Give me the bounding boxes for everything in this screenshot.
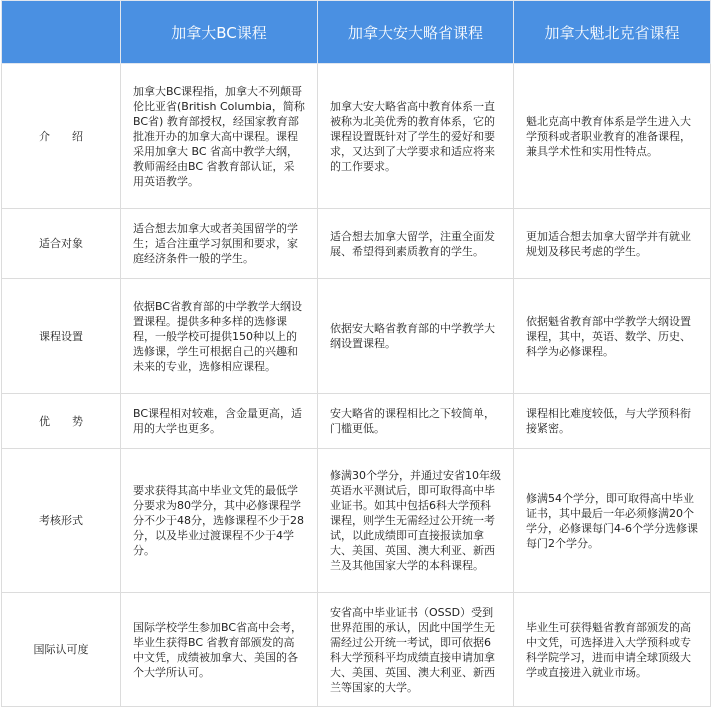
table-cell: 依据魁省教育部中学教学大纲设置课程，其中，英语、数学、历史、科学为必修课程。 <box>514 279 711 394</box>
header-row <box>2 1 711 64</box>
table-row <box>2 449 711 593</box>
table-cell: 修满30个学分，并通过安省10年级英语水平测试后，即可取得高中毕业证书。如其中包括6科大学预科课程，则学生无需经过公开统一考试，以此成绩即可直接报读加拿大、美国、英国、澳大利亚、新西兰及其他国家大学的本科课程。 <box>318 449 514 593</box>
table-cell: 课程相比难度较低，与大学预科衔接紧密。 <box>514 394 711 449</box>
table-cell: 修满54个学分，即可取得高中毕业证书，其中最后一年必须修满20个学分，必修课每门4-6个学分选修课每门2个学分。 <box>514 449 711 593</box>
table-row <box>2 593 711 707</box>
table-cell: 适合想去加拿大留学，注重全面发展、希望得到素质教育的学生。 <box>318 209 514 279</box>
table-row <box>2 64 711 209</box>
row-label: 适合对象 <box>2 209 121 279</box>
table-cell: 更加适合想去加拿大留学并有就业规划及移民考虑的学生。 <box>514 209 711 279</box>
table-row <box>2 394 711 449</box>
header-ontario: 加拿大安大略省课程 <box>318 1 514 64</box>
table-cell: 安大略省的课程相比之下较简单，门槛更低。 <box>318 394 514 449</box>
row-label: 国际认可度 <box>2 593 121 707</box>
row-label: 优 势 <box>2 394 121 449</box>
header-quebec: 加拿大魁北克省课程 <box>514 1 711 64</box>
table-cell: 依据BC省教育部的中学教学大纲设置课程。提供多种多样的选修课程，一般学校可提供150种以上的选修课，学生可根据自己的兴趣和未来的专业，选修相应课程。 <box>121 279 318 394</box>
table-row <box>2 209 711 279</box>
comparison-table <box>1 0 711 707</box>
table-cell: 魁北克高中教育体系是学生进入大学预科或者职业教育的准备课程，兼具学术性和实用性特点。 <box>514 64 711 209</box>
row-label: 介 绍 <box>2 64 121 209</box>
table-cell: 加拿大BC课程指，加拿大不列颠哥伦比亚省(British Columbia，简称BC省) 教育部授权，经国家教育部批准开办的加拿大高中课程。课程采用加拿大 BC 省高中教学大纲，教师需经由BC 省教育部认证，采用英语教学。 <box>121 64 318 209</box>
header-bc: 加拿大BC课程 <box>121 1 318 64</box>
table-cell: 毕业生可获得魁省教育部颁发的高中文凭，可选择进入大学预科或专科学院学习，进而申请全球顶级大学或直接进入就业市场。 <box>514 593 711 707</box>
table-cell: 加拿大安大略省高中教育体系一直被称为北美优秀的教育体系，它的课程设置既针对了学生的爱好和要求，又达到了大学要求和适应将来的工作要求。 <box>318 64 514 209</box>
row-label: 课程设置 <box>2 279 121 394</box>
table-cell: BC课程相对较难，含金量更高，适用的大学也更多。 <box>121 394 318 449</box>
header-corner <box>2 1 121 64</box>
row-label: 考核形式 <box>2 449 121 593</box>
table-cell: 要求获得其高中毕业文凭的最低学分要求为80学分，其中必修课程学分不少于48分，选修课程不少于28分，以及毕业过渡课程不少于4学分。 <box>121 449 318 593</box>
table-cell: 依据安大略省教育部的中学教学大纲设置课程。 <box>318 279 514 394</box>
table-cell: 安省高中毕业证书（OSSD）受到世界范围的承认，因此中国学生无需经过公开统一考试，即可依据6科大学预科平均成绩直接申请加拿大、美国、英国、澳大利亚、新西兰等国家的大学。 <box>318 593 514 707</box>
table-cell: 适合想去加拿大或者美国留学的学生；适合注重学习氛围和要求，家庭经济条件一般的学生。 <box>121 209 318 279</box>
table-row <box>2 279 711 394</box>
table-cell: 国际学校学生参加BC省高中会考，毕业生获得BC 省教育部颁发的高中文凭，成绩被加拿大、美国的各个大学所认可。 <box>121 593 318 707</box>
